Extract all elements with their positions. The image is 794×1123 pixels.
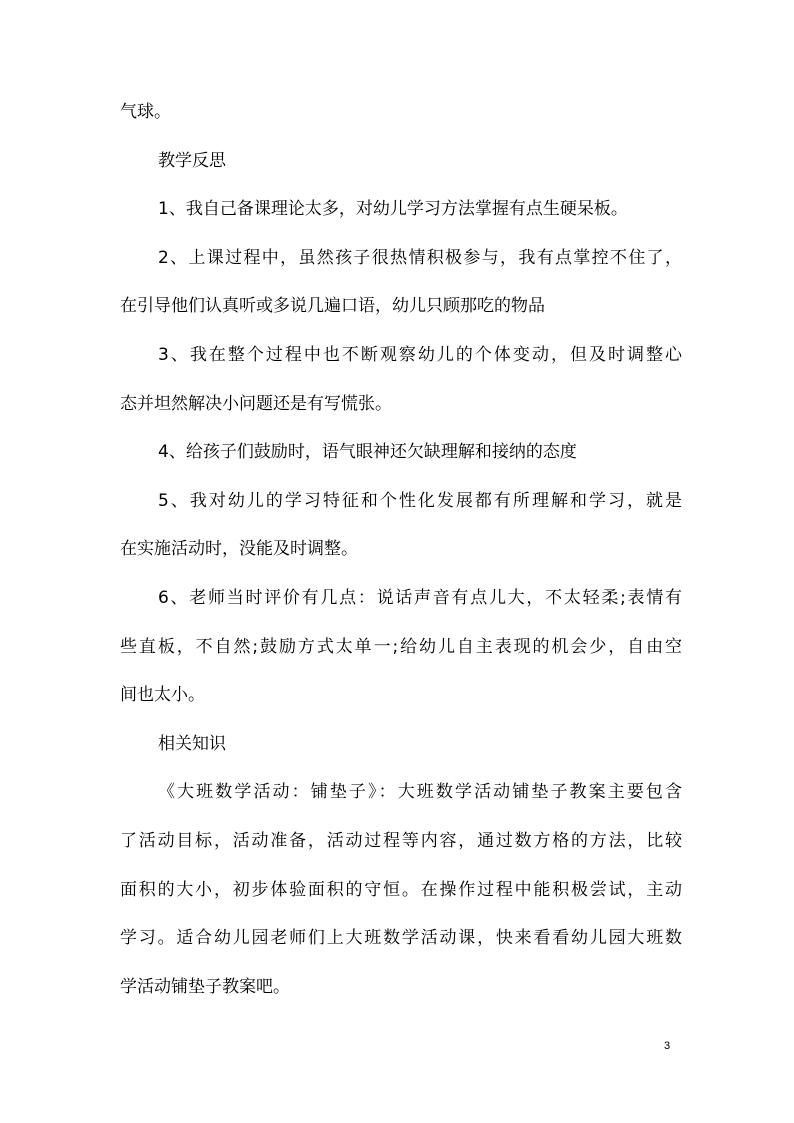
text-line: 1、我自己备课理论太多，对幼儿学习方法掌握有点生硬呆板。 [158, 199, 628, 220]
text-line: 态并坦然解决小问题还是有写慌张。 [120, 393, 392, 414]
section-heading-reflection: 教学反思 [158, 150, 226, 171]
text-line: 6、老师当时评价有几点：说话声音有点儿大，不太轻柔;表情有 [158, 587, 682, 608]
text-line: 在实施活动时，没能及时调整。 [120, 539, 358, 560]
text-line: 5、我对幼儿的学习特征和个性化发展都有所理解和学习，就是 [158, 490, 682, 511]
section-heading-related: 相关知识 [158, 733, 226, 754]
text-line: 面积的大小，初步体验面积的守恒。在操作过程中能积极尝试，主动 [120, 879, 682, 900]
page-number: 3 [664, 1040, 671, 1052]
text-line: 4、给孩子们鼓励时，语气眼神还欠缺理解和接纳的态度 [158, 442, 577, 463]
text-line: 气球。 [120, 102, 171, 122]
text-line: 了活动目标，活动准备，活动过程等内容，通过数方格的方法，比较 [120, 830, 682, 851]
text-line: 学习。适合幼儿园老师们上大班数学活动课，快来看看幼儿园大班数 [120, 928, 682, 949]
body-text [120, 88, 682, 1011]
text-line: 在引导他们认真听或多说几遍口语，幼儿只顾那吃的物品 [120, 296, 545, 317]
text-line: 3、我在整个过程中也不断观察幼儿的个体变动，但及时调整心 [158, 344, 682, 365]
text-line: 些直板，不自然;鼓励方式太单一;给幼儿自主表现的机会少，自由空 [120, 636, 682, 657]
text-line: 2、上课过程中，虽然孩子很热情积极参与，我有点掌控不住了， [158, 247, 682, 268]
text-line: 间也太小。 [120, 685, 205, 706]
text-line: 《大班数学活动：铺垫子》：大班数学活动铺垫子教案主要包含 [158, 782, 682, 803]
text-line: 学活动铺垫子教案吧。 [120, 976, 290, 997]
